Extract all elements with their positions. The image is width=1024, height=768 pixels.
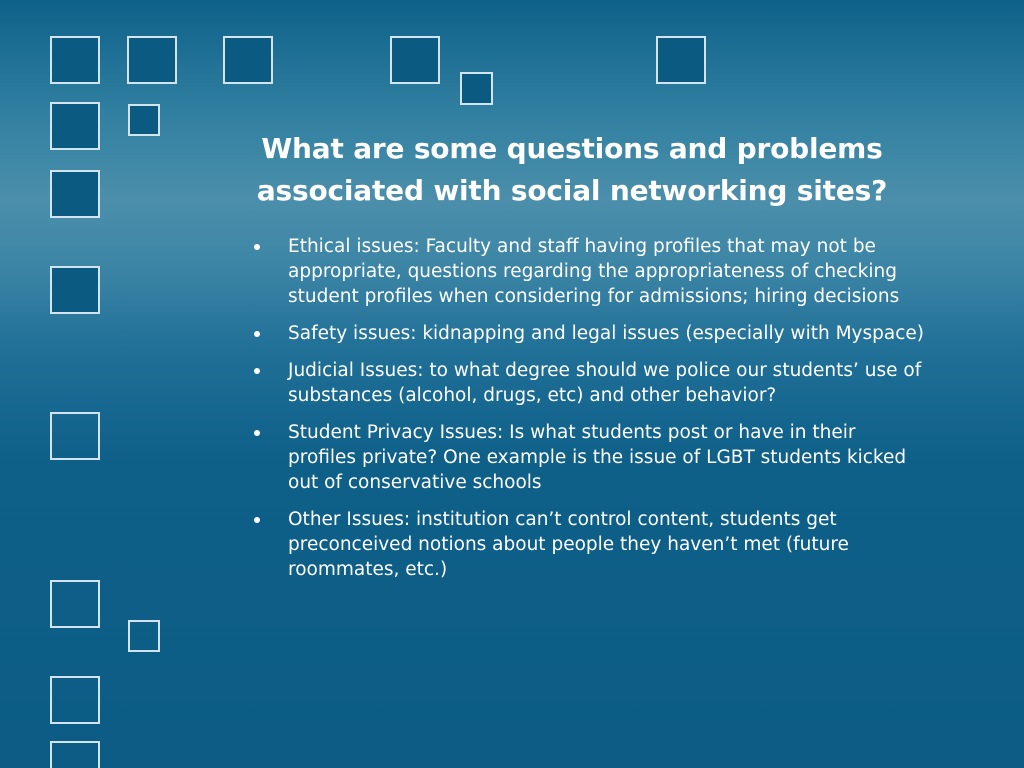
- bullet-item: [248, 234, 928, 309]
- bullet-text: Ethical issues: Faculty and staff having profiles that may not be appropriate, questions regarding the appropriateness of checking student profiles when considering for admissions; hiring decisions: [288, 236, 900, 307]
- decorative-square: [223, 36, 273, 84]
- decorative-square: [50, 102, 100, 150]
- decorative-square: [50, 36, 100, 84]
- decorative-square: [50, 412, 100, 460]
- bullet-icon: [254, 331, 260, 337]
- decorative-square: [128, 620, 160, 652]
- decorative-square: [656, 36, 706, 84]
- bullet-text: Safety issues: kidnapping and legal issues (especially with Myspace): [288, 323, 924, 344]
- decorative-square: [50, 580, 100, 628]
- decorative-square: [127, 36, 177, 84]
- decorative-square: [50, 170, 100, 218]
- bullet-icon: [254, 517, 260, 523]
- bullet-item: [248, 321, 928, 346]
- decorative-square: [50, 676, 100, 724]
- bullet-text: Judicial Issues: to what degree should we police our students’ use of substances (alcohol, drugs, etc) and other behavior?: [288, 360, 922, 406]
- bullet-text: Other Issues: institution can’t control content, students get preconceived notions about people they haven’t met (future roommates, etc.): [288, 509, 849, 580]
- decorative-square: [460, 72, 493, 105]
- bullet-icon: [254, 368, 260, 374]
- bullet-text: Student Privacy Issues: Is what students post or have in their profiles private? One example is the issue of LGBT students kicked out of conservative schools: [288, 422, 907, 493]
- decorative-square: [128, 104, 160, 136]
- bullet-list: [248, 234, 928, 594]
- bullet-icon: [254, 430, 260, 436]
- bullet-item: [248, 420, 928, 495]
- slide-title: What are some questions and problems associated with social networking sites?: [256, 132, 888, 207]
- bullet-item: [248, 358, 928, 408]
- bullet-icon: [254, 244, 260, 250]
- decorative-square: [50, 266, 100, 314]
- decorative-square: [390, 36, 440, 84]
- decorative-square: [50, 741, 100, 768]
- bullet-item: [248, 507, 928, 582]
